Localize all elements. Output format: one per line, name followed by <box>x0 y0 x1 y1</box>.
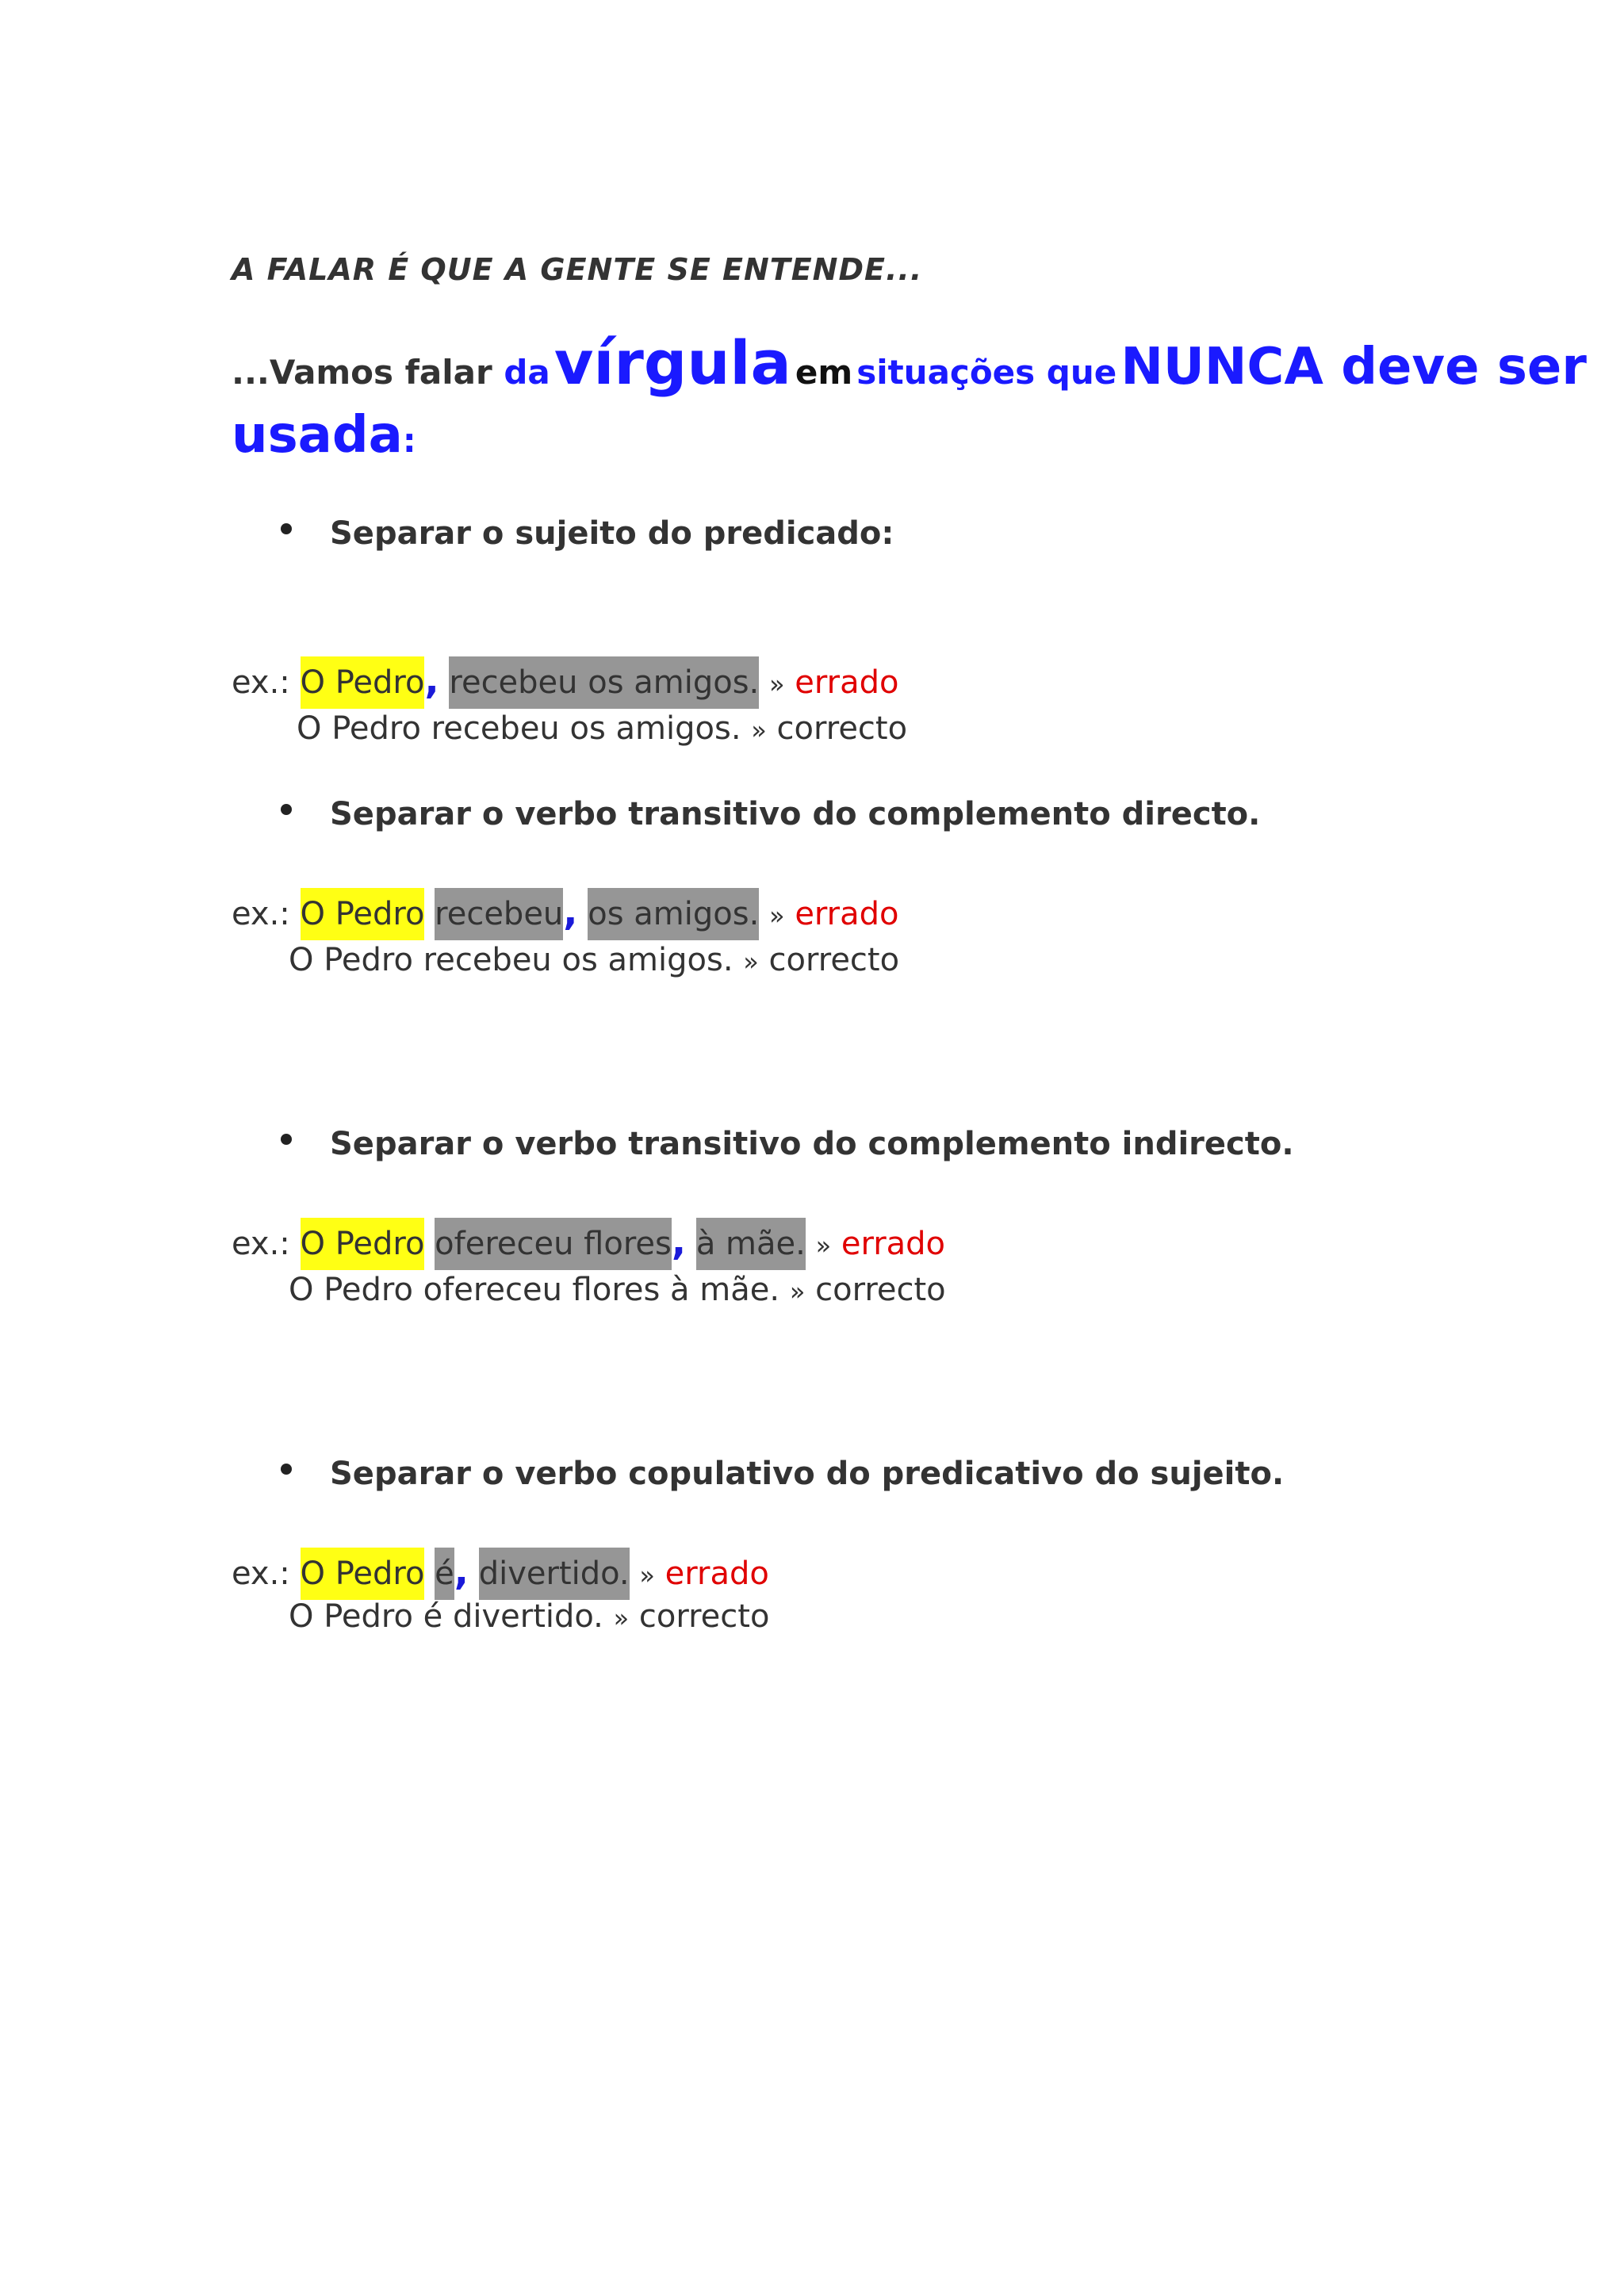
arrow-sign: » <box>769 669 785 699</box>
wrong-comma: , <box>454 1549 469 1594</box>
headline <box>232 327 1587 398</box>
arrow-sign: » <box>743 947 759 977</box>
highlight-complement: os amigos. <box>588 888 759 940</box>
correct-sentence: O Pedro recebeu os amigos. <box>289 942 733 978</box>
ex-label: ex.: <box>232 664 290 701</box>
bullet-item-1 <box>330 515 894 552</box>
headline-usada: usada <box>232 406 403 465</box>
bullet-text-3: Separar o verbo transitivo do complemento indirecto. <box>330 1126 1294 1162</box>
example-wrong-1 <box>232 658 898 702</box>
wrong-comma: , <box>424 658 439 702</box>
wrong-comma: , <box>671 1219 687 1264</box>
ex-label: ex.: <box>232 1226 290 1262</box>
highlight-verb: é <box>435 1548 454 1600</box>
example-wrong-3 <box>232 1219 945 1264</box>
wrong-label: errado <box>795 664 899 701</box>
headline-em: em <box>795 353 853 392</box>
headline-virgula: vírgula <box>553 327 791 398</box>
example-correct-2 <box>289 942 899 978</box>
correct-label: correcto <box>638 1598 770 1635</box>
highlight-predicate: recebeu os amigos. <box>449 656 759 709</box>
kicker-title: A FALAR É QUE A GENTE SE ENTENDE... <box>232 252 923 287</box>
arrow-sign: » <box>751 715 767 745</box>
arrow-sign: » <box>815 1230 832 1261</box>
bullet-text-2: Separar o verbo transitivo do complemento directo. <box>330 796 1261 832</box>
highlight-verb: recebeu <box>435 888 563 940</box>
arrow-sign: » <box>789 1276 806 1307</box>
headline-colon: : <box>402 421 416 460</box>
bullet-dot-icon <box>281 804 292 815</box>
correct-label: correcto <box>776 710 908 747</box>
example-correct-3 <box>289 1272 946 1308</box>
headline-lead: ...Vamos falar <box>232 353 504 392</box>
bullet-item-2 <box>330 796 1260 832</box>
bullet-text-1: Separar o sujeito do predicado: <box>330 515 894 552</box>
bullet-dot-icon <box>281 1134 292 1145</box>
bullet-item-4 <box>330 1456 1284 1492</box>
wrong-label: errado <box>795 896 899 932</box>
ex-label: ex.: <box>232 896 290 932</box>
highlight-subject: O Pedro <box>301 656 425 709</box>
headline-da: da <box>504 353 550 392</box>
bullet-dot-icon <box>281 523 292 534</box>
headline-situacoes: situações que <box>856 353 1117 392</box>
bullet-text-4: Separar o verbo copulativo do predicativo do sujeito. <box>330 1456 1285 1492</box>
correct-sentence: O Pedro é divertido. <box>289 1598 603 1635</box>
highlight-subject: O Pedro <box>301 1218 425 1270</box>
wrong-comma: , <box>563 890 578 934</box>
wrong-label: errado <box>841 1226 946 1262</box>
correct-sentence: O Pedro recebeu os amigos. <box>297 710 741 747</box>
wrong-label: errado <box>665 1556 769 1592</box>
arrow-sign: » <box>613 1603 630 1633</box>
highlight-predicative: divertido. <box>479 1548 630 1600</box>
bullet-dot-icon <box>281 1464 292 1475</box>
headline-line2 <box>232 406 416 465</box>
example-wrong-4 <box>232 1549 769 1594</box>
example-correct-1 <box>297 710 907 747</box>
highlight-subject: O Pedro <box>301 1548 425 1600</box>
ex-label: ex.: <box>232 1556 290 1592</box>
correct-label: correcto <box>815 1272 946 1308</box>
headline-nunca: NUNCA deve ser <box>1120 338 1587 396</box>
arrow-sign: » <box>769 901 785 931</box>
highlight-complement: à mãe. <box>696 1218 806 1270</box>
correct-sentence: O Pedro ofereceu flores à mãe. <box>289 1272 780 1308</box>
correct-label: correcto <box>768 942 900 978</box>
bullet-item-3 <box>330 1126 1294 1162</box>
highlight-subject: O Pedro <box>301 888 425 940</box>
example-correct-4 <box>289 1598 769 1635</box>
example-wrong-2 <box>232 890 898 934</box>
arrow-sign: » <box>639 1560 655 1590</box>
highlight-verb: ofereceu flores <box>435 1218 672 1270</box>
